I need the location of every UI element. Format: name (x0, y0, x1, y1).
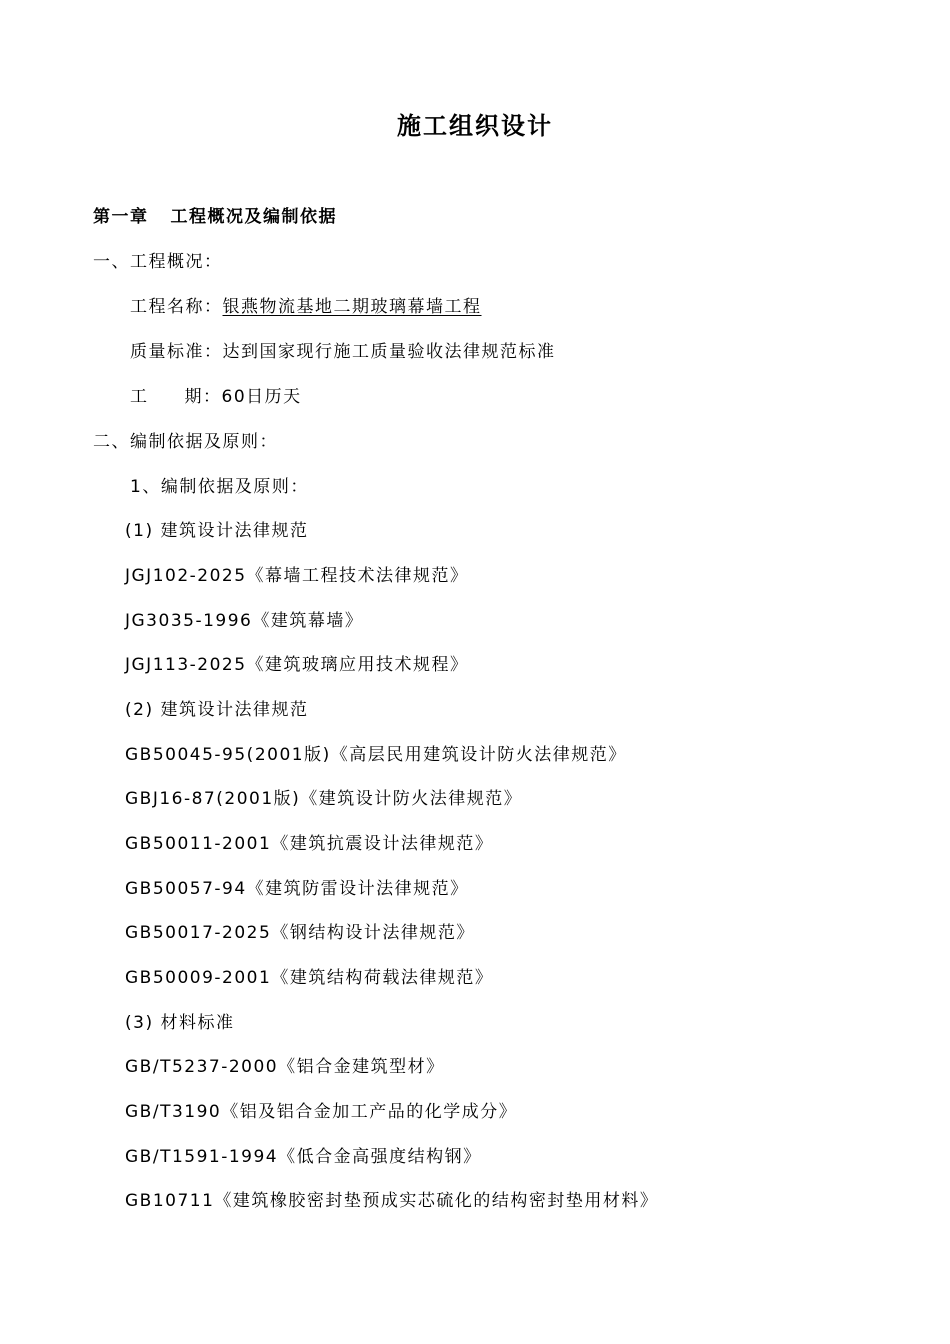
group-heading-2: (2) 建筑设计法律规范 (125, 700, 309, 720)
project-name-value: 银燕物流基地二期玻璃幕墙工程 (222, 297, 482, 317)
construction-period-label-1: 工 (130, 387, 149, 407)
group-heading-1: (1) 建筑设计法律规范 (125, 521, 309, 541)
standard-item: JGJ113-2025《建筑玻璃应用技术规程》 (125, 655, 469, 675)
section-heading-overview: 一、工程概况： (93, 252, 223, 272)
standard-item: JGJ102-2025《幕墙工程技术法律规范》 (125, 566, 469, 586)
construction-period-label-2: 期： (184, 387, 222, 407)
standard-item: GB/T3190《铝及铝合金加工产品的化学成分》 (125, 1102, 518, 1122)
project-name-label: 工程名称： (130, 297, 223, 317)
standard-item: GB10711《建筑橡胶密封垫预成实芯硫化的结构密封垫用材料》 (125, 1191, 659, 1211)
standard-item: GB50017-2025《钢结构设计法律规范》 (125, 923, 475, 943)
standard-item: GB50011-2001《建筑抗震设计法律规范》 (125, 834, 494, 854)
standard-item: GB/T1591-1994《低合金高强度结构钢》 (125, 1147, 482, 1167)
group-heading-3: (3) 材料标准 (125, 1013, 235, 1033)
standard-item: GB/T5237-2000《铝合金建筑型材》 (125, 1057, 445, 1077)
chapter-title: 工程概况及编制依据 (170, 207, 337, 227)
sub-heading-basis: 1、编制依据及原则： (130, 477, 309, 497)
section-heading-basis: 二、编制依据及原则： (93, 432, 278, 452)
page-title: 施工组织设计 (397, 112, 553, 140)
construction-period-row (130, 384, 302, 410)
standard-item: GBJ16-87(2001版)《建筑设计防火法律规范》 (125, 789, 523, 809)
standard-item: GB50045-95(2001版)《高层民用建筑设计防火法律规范》 (125, 745, 627, 765)
quality-standard-value: 达到国家现行施工质量验收法律规范标准 (222, 342, 556, 362)
quality-standard-row (130, 339, 556, 365)
standard-item: GB50057-94《建筑防雷设计法律规范》 (125, 879, 469, 899)
construction-period-value: 60日历天 (221, 387, 302, 407)
chapter-number: 第一章 (93, 207, 149, 227)
chapter-heading (93, 204, 337, 230)
project-name-row (130, 294, 482, 320)
standard-item: JG3035-1996《建筑幕墙》 (125, 611, 364, 631)
standard-item: GB50009-2001《建筑结构荷载法律规范》 (125, 968, 494, 988)
quality-standard-label: 质量标准： (130, 342, 223, 362)
